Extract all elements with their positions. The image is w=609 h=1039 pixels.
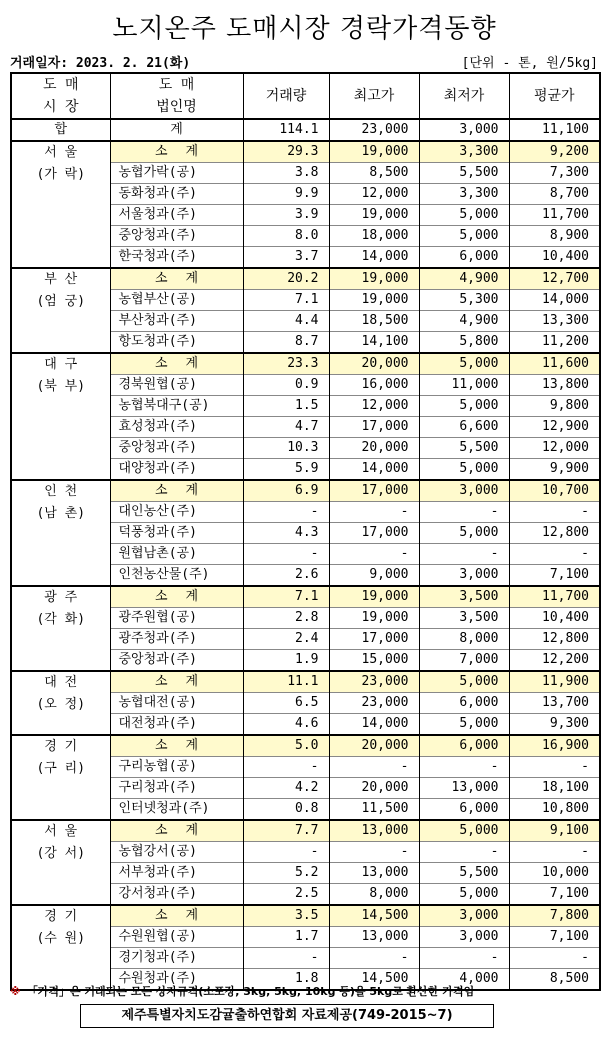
max-price: 14,000 [329,247,419,269]
avg-price: 10,700 [509,480,600,502]
market-cell [11,268,110,353]
market-cell [11,480,110,586]
avg-price: 8,900 [509,226,600,247]
market-cell [11,905,110,990]
corp-name: 소계 [110,353,243,375]
min-price: 5,000 [419,205,509,226]
max-price: 19,000 [329,586,419,608]
min-price: 3,300 [419,141,509,163]
min-price: - [419,842,509,863]
min-price: 7,000 [419,650,509,672]
min-price: 6,000 [419,799,509,821]
min-price: - [419,757,509,778]
min-price: 3,000 [419,927,509,948]
max-price: 20,000 [329,778,419,799]
grand-total-volume: 114.1 [243,119,329,141]
min-price: - [419,948,509,969]
market-location: (각 화) [36,612,86,627]
max-price: - [329,502,419,523]
market-name: 인 천 [44,484,78,499]
min-price: 5,500 [419,163,509,184]
avg-price: 10,800 [509,799,600,821]
avg-price: 12,800 [509,523,600,544]
market-cell [11,820,110,905]
min-price: 13,000 [419,778,509,799]
max-price: 15,000 [329,650,419,672]
min-price: 3,300 [419,184,509,205]
max-price: 20,000 [329,438,419,459]
market-cell [11,586,110,671]
corp-name: 한국청과(주) [118,249,197,264]
avg-price: 9,300 [509,714,600,736]
trade-date: 거래일자: 2023. 2. 21(화) [10,56,191,71]
corp-name: 강서청과(주) [118,886,197,901]
max-price: 13,000 [329,820,419,842]
min-price: 3,500 [419,586,509,608]
corp-name: 서울청과(주) [118,207,197,222]
volume: 2.4 [243,629,329,650]
max-price: - [329,544,419,565]
max-price: 14,500 [329,969,419,991]
market-name: 부 산 [44,272,78,287]
volume: 0.9 [243,375,329,396]
max-price: 20,000 [329,735,419,757]
market-name: 대 구 [44,357,78,372]
corp-name: 구리청과(주) [118,780,197,795]
volume: 5.0 [243,735,329,757]
max-price: 13,000 [329,927,419,948]
max-price: 18,000 [329,226,419,247]
subtotal-row [11,480,600,502]
volume: 2.8 [243,608,329,629]
max-price: 14,000 [329,459,419,481]
corp-name: 인터넷청과(주) [118,801,210,816]
corp-name: 농협가락(공) [118,165,197,180]
min-price: 6,000 [419,693,509,714]
avg-price: 9,100 [509,820,600,842]
unit-label: [단위 - 톤, 원/5kg] [461,56,598,71]
info-row [10,52,598,70]
volume: 4.2 [243,778,329,799]
volume: - [243,502,329,523]
avg-price: - [509,544,600,565]
note-text: 「가격」은 거래되는 모든 상자규격(소포장, 3kg, 5kg, 10kg 등)을 5kg로 환산한 가격임 [26,985,475,998]
avg-price: 13,700 [509,693,600,714]
avg-price: - [509,948,600,969]
max-price: 16,000 [329,375,419,396]
min-price: 5,000 [419,226,509,247]
corp-name: 구리농협(공) [118,759,197,774]
avg-price: 7,100 [509,927,600,948]
volume: 3.7 [243,247,329,269]
volume: 6.5 [243,693,329,714]
avg-price: 13,300 [509,311,600,332]
volume: 4.3 [243,523,329,544]
avg-price: 11,600 [509,353,600,375]
min-price: 5,000 [419,820,509,842]
avg-price: - [509,502,600,523]
subtotal-row [11,141,600,163]
max-price: 14,000 [329,714,419,736]
max-price: 17,000 [329,629,419,650]
min-price: 3,000 [419,565,509,587]
market-location: (남 촌) [36,506,86,521]
avg-price: 10,400 [509,247,600,269]
header-avg: 평균가 [509,73,600,119]
corp-name: 농협대전(공) [118,695,197,710]
avg-price: 7,100 [509,565,600,587]
max-price: 23,000 [329,671,419,693]
volume: - [243,757,329,778]
volume: - [243,544,329,565]
corp-name: 광주원협(공) [118,610,197,625]
corp-name: 소계 [110,586,243,608]
volume: 11.1 [243,671,329,693]
max-price: - [329,948,419,969]
volume: - [243,842,329,863]
avg-price: 11,700 [509,586,600,608]
market-location: (북 부) [36,379,86,394]
subtotal-row [11,820,600,842]
max-price: - [329,842,419,863]
avg-price: 11,700 [509,205,600,226]
avg-price: 10,000 [509,863,600,884]
corp-name: 원협남촌(공) [118,546,197,561]
min-price: 5,000 [419,671,509,693]
avg-price: - [509,842,600,863]
max-price: 19,000 [329,268,419,290]
corp-name: 소계 [110,141,243,163]
avg-price: 12,200 [509,650,600,672]
min-price: 8,000 [419,629,509,650]
footnote [10,983,600,999]
corp-name: 효성청과(주) [118,419,197,434]
max-price: 8,000 [329,884,419,906]
corp-name: 대양청과(주) [118,461,197,476]
grand-total-max: 23,000 [329,119,419,141]
max-price: 17,000 [329,480,419,502]
volume: 1.5 [243,396,329,417]
grand-total-min: 3,000 [419,119,509,141]
avg-price: 7,300 [509,163,600,184]
max-price: 17,000 [329,417,419,438]
max-price: 9,000 [329,565,419,587]
volume: 1.9 [243,650,329,672]
volume: 8.0 [243,226,329,247]
grand-total-corp: 계 [170,122,201,137]
grand-total-row [11,119,600,141]
avg-price: 7,100 [509,884,600,906]
market-name: 대 전 [44,675,78,690]
grand-total-avg: 11,100 [509,119,600,141]
header-row [11,73,600,119]
min-price: 5,000 [419,523,509,544]
volume: 9.9 [243,184,329,205]
subtotal-row [11,671,600,693]
max-price: 12,000 [329,184,419,205]
max-price: 19,000 [329,205,419,226]
avg-price: 12,800 [509,629,600,650]
corp-name: 부산청과(주) [118,313,197,328]
market-location: (수 원) [36,931,86,946]
market-location: (오 정) [36,697,86,712]
avg-price: 13,800 [509,375,600,396]
subtotal-row [11,268,600,290]
volume: 23.3 [243,353,329,375]
market-name: 서 울 [44,145,78,160]
subtotal-row [11,586,600,608]
volume: 10.3 [243,438,329,459]
max-price: 13,000 [329,863,419,884]
max-price: 20,000 [329,353,419,375]
avg-price: 12,000 [509,438,600,459]
min-price: 6,000 [419,247,509,269]
min-price: 3,000 [419,905,509,927]
volume: 20.2 [243,268,329,290]
max-price: 11,500 [329,799,419,821]
max-price: 14,500 [329,905,419,927]
market-cell [11,353,110,480]
volume: - [243,948,329,969]
market-location: (구 리) [36,761,86,776]
avg-price: 8,500 [509,969,600,991]
avg-price: 16,900 [509,735,600,757]
market-location: (엄 궁) [36,294,86,309]
volume: 6.9 [243,480,329,502]
volume: 1.7 [243,927,329,948]
corp-name: 대전청과(주) [118,716,197,731]
max-price: 12,000 [329,396,419,417]
min-price: 5,800 [419,332,509,354]
avg-price: 9,800 [509,396,600,417]
corp-name: 서부청과(주) [118,865,197,880]
corp-name: 수원청과(주) [118,971,197,986]
volume: 5.2 [243,863,329,884]
avg-price: 10,400 [509,608,600,629]
avg-price: 7,800 [509,905,600,927]
min-price: 3,500 [419,608,509,629]
market-location: (강 서) [36,846,86,861]
volume: 2.5 [243,884,329,906]
max-price: 17,000 [329,523,419,544]
avg-price: 18,100 [509,778,600,799]
max-price: 14,100 [329,332,419,354]
corp-name: 소계 [110,905,243,927]
max-price: 23,000 [329,693,419,714]
corp-name: 소계 [110,268,243,290]
min-price: 5,000 [419,396,509,417]
corp-name: 중앙청과(주) [118,440,197,455]
market-cell [11,141,110,268]
corp-name: 농협북대구(공) [118,398,210,413]
corp-name: 광주청과(주) [118,631,197,646]
volume: 29.3 [243,141,329,163]
market-name: 경 기 [44,739,78,754]
min-price: 5,000 [419,459,509,481]
volume: 1.8 [243,969,329,991]
market-name: 광 주 [44,590,78,605]
subtotal-row [11,905,600,927]
header-corp: 도 매 법인명 [156,77,197,115]
avg-price: 12,700 [509,268,600,290]
avg-price: - [509,757,600,778]
min-price: 5,000 [419,884,509,906]
min-price: 5,000 [419,714,509,736]
min-price: 4,000 [419,969,509,991]
market-cell [11,735,110,820]
header-min: 최저가 [419,73,509,119]
min-price: 11,000 [419,375,509,396]
corp-name: 소계 [110,820,243,842]
subtotal-row [11,735,600,757]
corp-name: 인천농산물(주) [118,567,210,582]
max-price: 18,500 [329,311,419,332]
max-price: 19,000 [329,141,419,163]
corp-name: 소계 [110,735,243,757]
volume: 3.9 [243,205,329,226]
market-name: 경 기 [44,909,78,924]
corp-name: 덕풍청과(주) [118,525,197,540]
avg-price: 9,900 [509,459,600,481]
min-price: - [419,502,509,523]
corp-name: 대인농산(주) [118,504,197,519]
avg-price: 11,900 [509,671,600,693]
page-title: 노지온주 도매시장 경락가격동향 [112,14,497,44]
subtotal-row [11,353,600,375]
avg-price: 11,200 [509,332,600,354]
corp-name: 중앙청과(주) [118,652,197,667]
corp-name: 경북원협(공) [118,377,197,392]
market-name: 서 울 [44,824,78,839]
corp-name: 동화청과(주) [118,186,197,201]
volume: 8.7 [243,332,329,354]
volume: 3.8 [243,163,329,184]
max-price: - [329,757,419,778]
corp-name: 농협강서(공) [118,844,197,859]
min-price: 4,900 [419,311,509,332]
min-price: 6,600 [419,417,509,438]
volume: 4.6 [243,714,329,736]
market-cell [11,671,110,735]
header-volume: 거래량 [243,73,329,119]
volume: 2.6 [243,565,329,587]
min-price: 5,000 [419,353,509,375]
grand-total-label: 합 [11,119,110,141]
volume: 5.9 [243,459,329,481]
price-table [10,72,601,991]
source-box: 제주특별자치도감귤출하연합회 자료제공(749-2015~7) [80,1004,494,1028]
min-price: 6,000 [419,735,509,757]
corp-name: 중앙청과(주) [118,228,197,243]
volume: 3.5 [243,905,329,927]
max-price: 19,000 [329,290,419,311]
min-price: - [419,544,509,565]
corp-name: 경기청과(주) [118,950,197,965]
volume: 7.1 [243,586,329,608]
avg-price: 8,700 [509,184,600,205]
header-max: 최고가 [329,73,419,119]
note-mark: ※ [10,985,21,998]
corp-name: 항도청과(주) [118,334,197,349]
volume: 7.1 [243,290,329,311]
min-price: 3,000 [419,480,509,502]
corp-name: 소계 [110,671,243,693]
max-price: 19,000 [329,608,419,629]
avg-price: 14,000 [509,290,600,311]
min-price: 5,500 [419,863,509,884]
volume: 7.7 [243,820,329,842]
volume: 4.4 [243,311,329,332]
corp-name: 농협부산(공) [118,292,197,307]
avg-price: 9,200 [509,141,600,163]
volume: 0.8 [243,799,329,821]
max-price: 8,500 [329,163,419,184]
avg-price: 12,900 [509,417,600,438]
corp-name: 수원원협(공) [118,929,197,944]
min-price: 4,900 [419,268,509,290]
volume: 4.7 [243,417,329,438]
market-location: (가 락) [36,167,86,182]
header-market: 도 매 시 장 [11,73,110,119]
min-price: 5,500 [419,438,509,459]
corp-name: 소계 [110,480,243,502]
min-price: 5,300 [419,290,509,311]
